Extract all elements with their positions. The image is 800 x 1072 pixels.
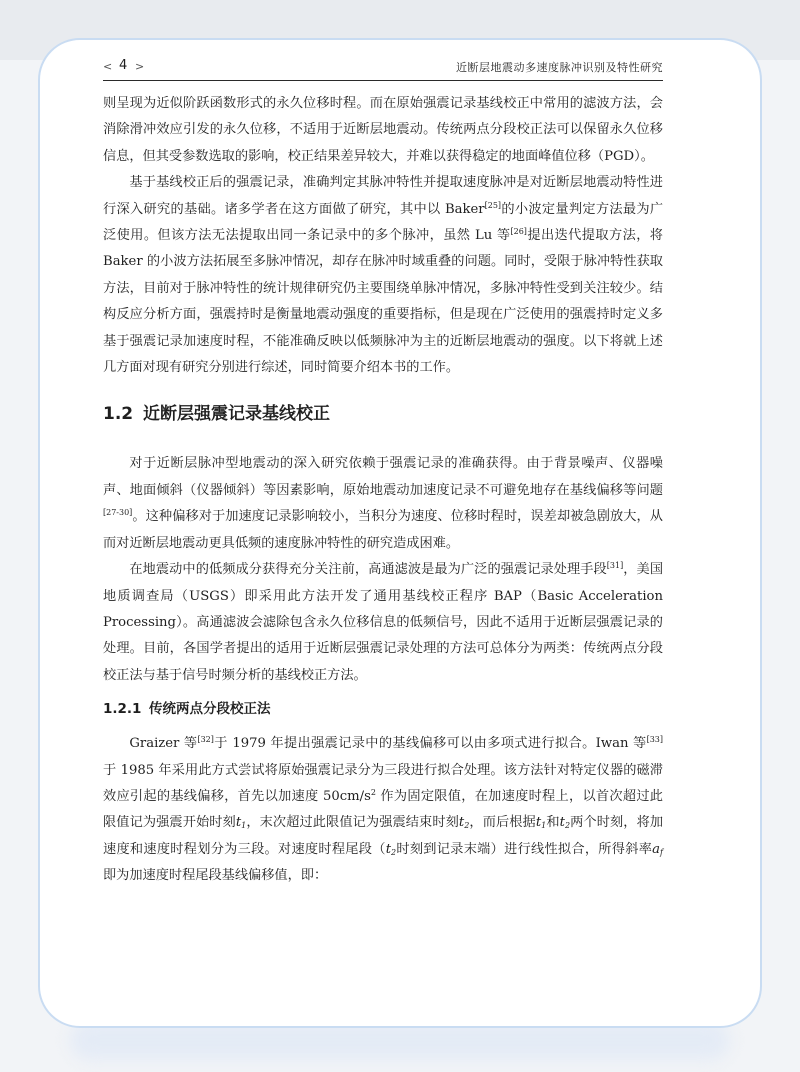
- math-t1: $t_1$: [535, 815, 547, 831]
- unit-exponent: 2: [370, 787, 376, 797]
- running-header: [103, 56, 663, 81]
- subsection-number: 1.2.1: [103, 701, 142, 718]
- section-title: 近断层强震记录基线校正: [143, 404, 330, 425]
- math-t2: $t_2$: [559, 815, 571, 831]
- section-number: 1.2: [103, 404, 134, 425]
- citation: [33]: [646, 735, 663, 745]
- page-number: 4: [119, 58, 128, 73]
- math-t1: $t_1$: [235, 815, 247, 831]
- subsection-title: 传统两点分段校正法: [149, 701, 271, 718]
- math-t2: $t_2$: [385, 841, 397, 857]
- paragraph-4: 在地震动中的低频成分获得充分关注前，高通滤波是最为广泛的强震记录处理手段[31]，美国地质调查局（USGS）即采用此方法开发了通用基线校正程序 BAP（Basic Acceleration Processing）。高通滤波会滤除包含永久位移信息的低频信号，因此不适用于近断层强震记录的处理。目前，各国学者提出的适用于近断层强震记录处理的方法可总体分为两类：传统两点分段校正法与基于信号时频分析的基线校正方法。: [103, 561, 664, 683]
- paragraph-1: 则呈现为近似阶跃函数形式的永久位移时程。而在原始强震记录基线校正中常用的滤波方法，会消除滑冲效应引发的永久位移，不适用于近断层地震动。传统两点分段校正法可以保留永久位移信息，但其受参数选取的影响，校正结果差异较大，并难以获得稳定的地面峰值位移（PGD）。: [103, 96, 663, 164]
- citation: [27-30]: [103, 508, 133, 518]
- running-title: 近断层地震动多速度脉冲识别及特性研究: [456, 61, 663, 74]
- citation: [31]: [606, 561, 624, 571]
- section-heading: [103, 399, 663, 429]
- subsection-heading: [103, 695, 663, 723]
- citation: [25]: [484, 200, 502, 210]
- citation: [26]: [510, 227, 527, 237]
- citation: [32]: [197, 735, 214, 745]
- paragraph-5: Graizer 等[32]于 1979 年提出强震记录中的基线偏移可以由多项式进行拟合。Iwan 等[33]于 1985 年采用此方式尝试将原始强震记录分为三段进行拟合处理。该方法针对特定仪器的磁滞效应引起的基线偏移，首先以加速度 $50cm/s^2$ 作为固定限值，在加速度时程上，以首次超过此限值记为强震开始时刻$t_1$，末次超过此限值记为强震结束时刻$t_2$，而后根据$t_1$和$t_2$两个时刻，将加速度和速度时程划分为三段。对速度时程尾段（$t_2$时刻到记录末端）进行线性拟合，所得斜率$a_f$即为加速度时程尾段基线偏移值，即：: [103, 735, 664, 884]
- math-t2: $t_2$: [458, 815, 470, 831]
- paragraph-3: 对于近断层脉冲型地震动的深入研究依赖于强震记录的准确获得。由于背景噪声、仪器噪声、地面倾斜（仪器倾斜）等因素影响，原始地震动加速度记录不可避免地存在基线偏移等问题[27-30]。这种偏移对于加速度记录影响较小，当积分为速度、位移时程时，误差却被急剧放大，从而对近断层地震动更具低频的速度脉冲特性的研究造成困难。: [103, 456, 663, 551]
- math-af: $a_f$: [652, 841, 664, 857]
- page-body: [103, 91, 663, 890]
- next-page-arrow[interactable]: >: [135, 60, 145, 73]
- paragraph-2: 基于基线校正后的强震记录，准确判定其脉冲特性并提取速度脉冲是对近断层地震动特性进行深入研究的基础。诸多学者在这方面做了研究，其中以 Baker[25]的小波定量判定方法最为广泛使用。但该方法无法提取出同一条记录中的多个脉冲，虽然 Lu 等[26]提出迭代提取方法，将 Baker 的小波方法拓展至多脉冲情况，却存在脉冲时域重叠的问题。同时，受限于脉冲特性获取方法，目前对于脉冲特性的统计规律研究仍主要围绕单脉冲情况，多脉冲特性受到关注较少。结构反应分析方面，强震持时是衡量地震动强度的重要指标，但是现在广泛使用的强震持时定义多基于强震记录加速度时程，不能准确反映以低频脉冲为主的近断层地震动的强度。以下将就上述几方面对现有研究分别进行综述，同时简要介绍本书的工作。: [103, 175, 664, 376]
- prev-page-arrow[interactable]: <: [103, 60, 113, 73]
